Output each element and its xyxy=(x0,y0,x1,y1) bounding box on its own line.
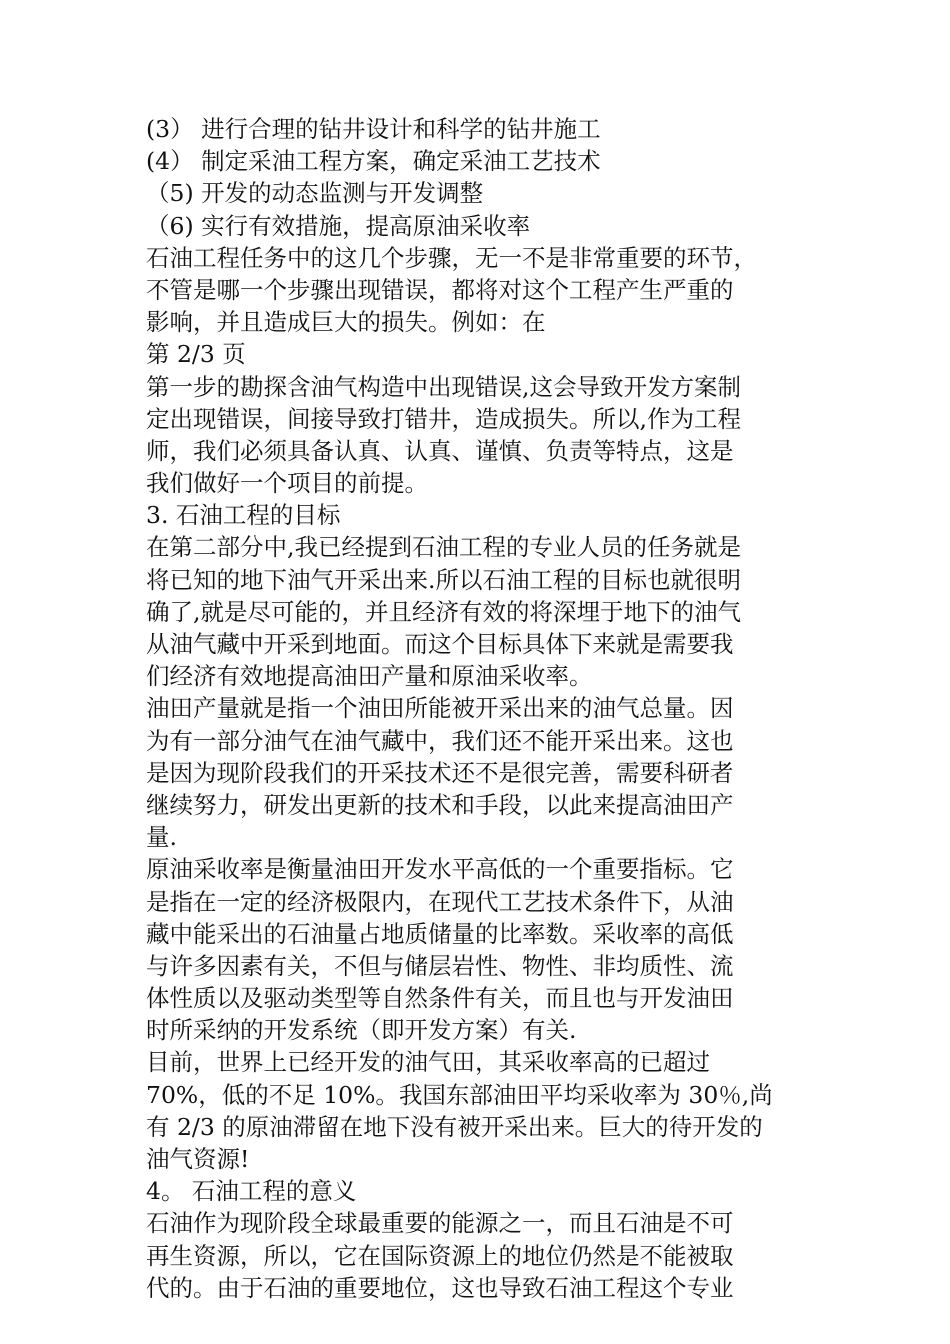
paragraph-line: 在第二部分中,我已经提到石油工程的专业人员的任务就是 xyxy=(146,533,741,562)
page-number: 第 2/3 页 xyxy=(146,340,246,369)
list-item-4: (4） 制定采油工程方案，确定采油工艺技术 xyxy=(146,147,601,176)
paragraph-line: 石油工程任务中的这几个步骤，无一不是非常重要的环节， xyxy=(146,243,757,272)
paragraph-line: 影响，并且造成巨大的损失。例如：在 xyxy=(146,308,546,337)
paragraph-line: 将已知的地下油气开采出来.所以石油工程的目标也就很明 xyxy=(146,565,741,594)
paragraph-line: 我们做好一个项目的前提。 xyxy=(146,469,428,498)
paragraph-line: 再生资源，所以，它在国际资源上的地位仍然是不能被取 xyxy=(146,1241,734,1270)
list-item-5: （5) 开发的动态监测与开发调整 xyxy=(146,179,484,208)
paragraph-line: 是指在一定的经济极限内，在现代工艺技术条件下，从油 xyxy=(146,887,734,916)
paragraph-line: 继续努力，研发出更新的技术和手段，以此来提高油田产 xyxy=(146,790,734,819)
paragraph-line: 师，我们必须具备认真、认真、谨慎、负责等特点，这是 xyxy=(146,436,734,465)
paragraph-line: 代的。由于石油的重要地位，这也导致石油工程这个专业 xyxy=(146,1273,734,1302)
paragraph-line: 目前，世界上已经开发的油气田，其采收率高的已超过 xyxy=(146,1048,710,1077)
section-heading: 4。 石油工程的意义 xyxy=(146,1177,357,1206)
list-item-3: (3） 进行合理的钻井设计和科学的钻井施工 xyxy=(146,115,601,143)
paragraph-line: 们经济有效地提高油田产量和原油采收率。 xyxy=(146,662,593,691)
paragraph-line: 有 2/3 的原油滞留在地下没有被开采出来。巨大的待开发的 xyxy=(146,1112,763,1141)
paragraph-line: 定出现错误，间接导致打错井，造成损失。所以,作为工程 xyxy=(146,404,741,433)
list-item-6: （6) 实行有效措施，提高原油采收率 xyxy=(146,211,531,240)
paragraph-line: 量. xyxy=(146,823,177,852)
section-heading: 3. 石油工程的目标 xyxy=(146,501,341,530)
paragraph-line: 为有一部分油气在油气藏中，我们还不能开采出来。这也 xyxy=(146,726,734,755)
paragraph-line: 从油气藏中开采到地面。而这个目标具体下来就是需要我 xyxy=(146,630,734,658)
document-body xyxy=(146,113,806,1304)
paragraph-line: 是因为现阶段我们的开采技术还不是很完善，需要科研者 xyxy=(146,758,734,787)
paragraph-line: 油气资源! xyxy=(146,1145,250,1173)
paragraph-line: 确了,就是尽可能的，并且经济有效的将深埋于地下的油气 xyxy=(146,597,741,626)
paragraph-line: 不管是哪一个步骤出现错误，都将对这个工程产生严重的 xyxy=(146,275,734,304)
paragraph-line: 与许多因素有关，不但与储层岩性、物性、非均质性、流 xyxy=(146,951,734,980)
paragraph-line: 藏中能采出的石油量占地质储量的比率数。采收率的高低 xyxy=(146,919,734,948)
paragraph-line: 体性质以及驱动类型等自然条件有关，而且也与开发油田 xyxy=(146,984,734,1013)
paragraph-line: 油田产量就是指一个油田所能被开采出来的油气总量。因 xyxy=(146,694,734,723)
paragraph-line: 原油采收率是衡量油田开发水平高低的一个重要指标。它 xyxy=(146,855,734,884)
paragraph-line: 时所采纳的开发系统（即开发方案）有关. xyxy=(146,1016,577,1045)
paragraph-line: 石油作为现阶段全球最重要的能源之一，而且石油是不可 xyxy=(146,1209,734,1238)
paragraph-line: 70%，低的不足 10%。我国东部油田平均采收率为 30％,尚 xyxy=(146,1080,773,1109)
paragraph-line: 第一步的勘探含油气构造中出现错误,这会导致开发方案制 xyxy=(146,372,741,401)
